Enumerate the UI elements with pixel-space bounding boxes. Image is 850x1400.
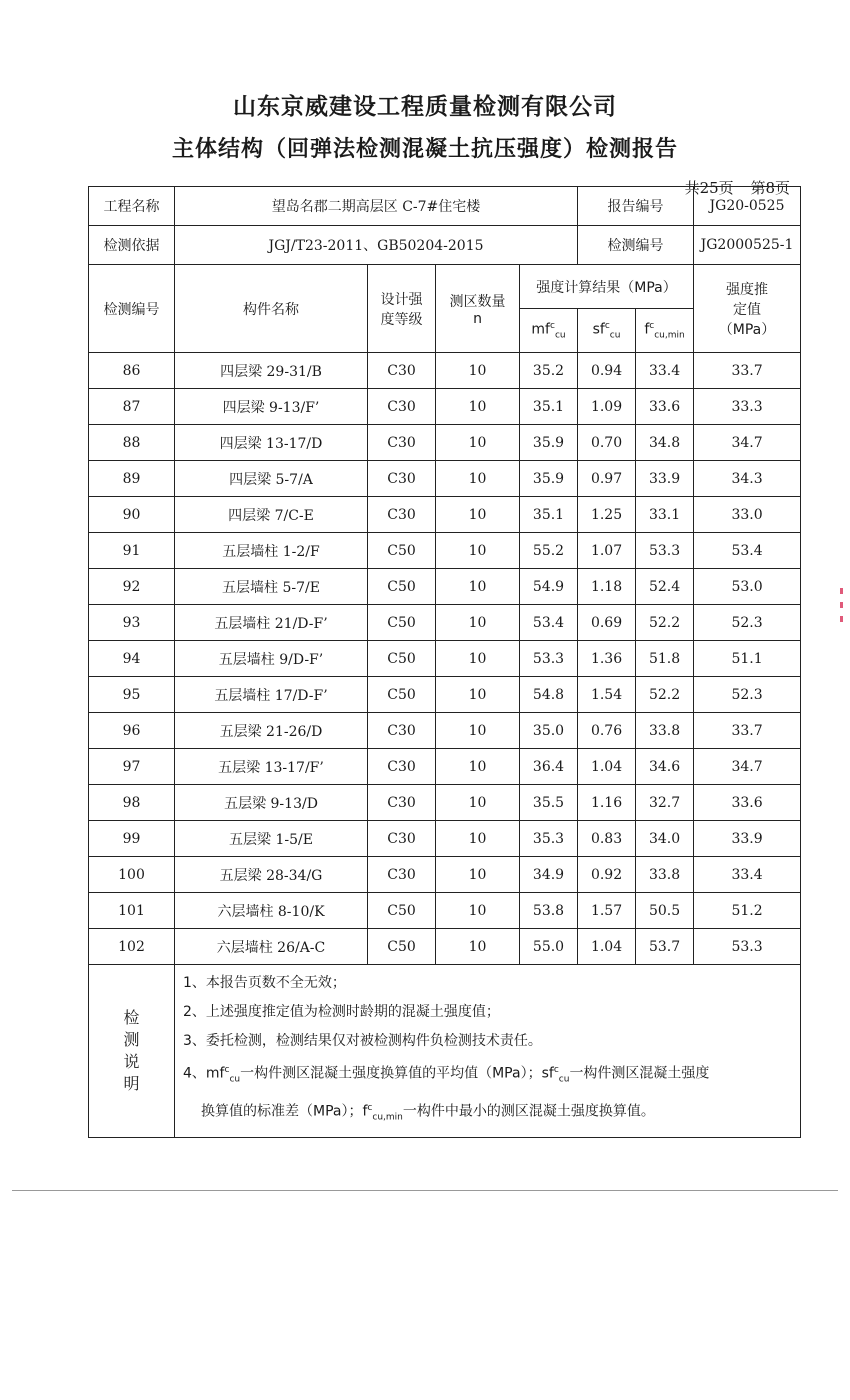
cell-sd: 1.25 <box>578 497 636 533</box>
col-id: 检测编号 <box>89 265 175 353</box>
col-estimate-line2: 定值 <box>733 301 762 318</box>
cell-estimate: 52.3 <box>694 605 801 641</box>
col-count-line1: 测区数量 <box>449 293 506 310</box>
cell-count: 10 <box>436 929 520 965</box>
cell-mean: 35.2 <box>520 353 578 389</box>
cell-component: 五层梁 13-17/F’ <box>175 749 368 785</box>
cell-id: 91 <box>89 533 175 569</box>
notes-label-char: 说 <box>123 1051 140 1071</box>
table-row <box>89 569 801 605</box>
table-row <box>89 713 801 749</box>
cell-mean: 53.4 <box>520 605 578 641</box>
cell-grade: C30 <box>368 425 436 461</box>
cell-min: 33.1 <box>636 497 694 533</box>
cell-estimate: 52.3 <box>694 677 801 713</box>
cell-min: 34.0 <box>636 821 694 857</box>
cell-min: 33.8 <box>636 713 694 749</box>
cell-min: 34.6 <box>636 749 694 785</box>
cell-count: 10 <box>436 389 520 425</box>
cell-sd: 0.97 <box>578 461 636 497</box>
cell-component: 六层墙柱 26/A-C <box>175 929 368 965</box>
col-estimate-line3: （MPa） <box>718 321 776 338</box>
cell-count: 10 <box>436 641 520 677</box>
note-4-continued <box>183 1094 792 1132</box>
cell-mean: 53.3 <box>520 641 578 677</box>
col-sd <box>578 309 636 353</box>
cell-grade: C50 <box>368 641 436 677</box>
cell-min: 34.8 <box>636 425 694 461</box>
cell-sd: 0.69 <box>578 605 636 641</box>
col-sd-text: sf <box>592 321 605 338</box>
cell-estimate: 53.0 <box>694 569 801 605</box>
cell-min: 33.8 <box>636 857 694 893</box>
cell-mean: 35.5 <box>520 785 578 821</box>
notes-label-char: 测 <box>123 1029 140 1049</box>
cell-component: 五层墙柱 5-7/E <box>175 569 368 605</box>
table-row <box>89 785 801 821</box>
cell-estimate: 34.7 <box>694 749 801 785</box>
table-row <box>89 641 801 677</box>
cell-id: 99 <box>89 821 175 857</box>
project-value: 望岛名郡二期高层区 C-7#住宅楼 <box>175 187 578 226</box>
cell-component: 四层梁 7/C-E <box>175 497 368 533</box>
note-4-part-c: 换算值的标准差（MPa）； <box>201 1104 363 1121</box>
cell-id: 98 <box>89 785 175 821</box>
company-name: 山东京威建设工程质量检测有限公司 <box>233 94 617 120</box>
cell-sd: 1.09 <box>578 389 636 425</box>
page-total: 共25页 <box>684 179 734 197</box>
cell-mean: 53.8 <box>520 893 578 929</box>
cell-component: 五层梁 1-5/E <box>175 821 368 857</box>
cell-id: 97 <box>89 749 175 785</box>
cell-mean: 54.9 <box>520 569 578 605</box>
cell-estimate: 33.4 <box>694 857 801 893</box>
cell-count: 10 <box>436 605 520 641</box>
cell-grade: C30 <box>368 857 436 893</box>
col-grade <box>368 265 436 353</box>
col-estimate-line1: 强度推 <box>726 281 769 298</box>
cell-id: 89 <box>89 461 175 497</box>
cell-min: 53.7 <box>636 929 694 965</box>
cell-component: 六层墙柱 8-10/K <box>175 893 368 929</box>
cell-sd: 0.83 <box>578 821 636 857</box>
col-grade-line2: 度等级 <box>380 311 423 328</box>
col-estimate <box>694 265 801 353</box>
note-4-mf-sup: c <box>224 1065 230 1075</box>
cell-count: 10 <box>436 569 520 605</box>
cell-grade: C30 <box>368 821 436 857</box>
cell-estimate: 33.7 <box>694 713 801 749</box>
cell-component: 五层梁 28-34/G <box>175 857 368 893</box>
col-mean <box>520 309 578 353</box>
cell-component: 五层墙柱 1-2/F <box>175 533 368 569</box>
note-4-sf: sf <box>541 1065 554 1082</box>
cell-count: 10 <box>436 497 520 533</box>
cell-count: 10 <box>436 893 520 929</box>
cell-min: 50.5 <box>636 893 694 929</box>
table-row <box>89 353 801 389</box>
cell-sd: 1.04 <box>578 749 636 785</box>
note-4-part-d: 一构件中最小的测区混凝土强度换算值。 <box>402 1104 655 1121</box>
note-4-mf: mf <box>205 1065 225 1082</box>
cell-id: 102 <box>89 929 175 965</box>
cell-grade: C50 <box>368 893 436 929</box>
cell-estimate: 33.7 <box>694 353 801 389</box>
cell-mean: 35.3 <box>520 821 578 857</box>
cell-mean: 35.1 <box>520 497 578 533</box>
cell-sd: 1.04 <box>578 929 636 965</box>
table-row <box>89 389 801 425</box>
cell-count: 10 <box>436 857 520 893</box>
cell-sd: 1.18 <box>578 569 636 605</box>
cell-component: 五层墙柱 21/D-F’ <box>175 605 368 641</box>
cell-min: 33.9 <box>636 461 694 497</box>
edge-mark <box>840 602 843 608</box>
table-row <box>89 821 801 857</box>
report-table <box>88 186 801 1138</box>
page-current: 第8页 <box>750 179 790 197</box>
cell-grade: C50 <box>368 533 436 569</box>
cell-grade: C30 <box>368 749 436 785</box>
note-4-f: f <box>362 1104 368 1121</box>
cell-grade: C30 <box>368 353 436 389</box>
cell-count: 10 <box>436 821 520 857</box>
cell-grade: C50 <box>368 677 436 713</box>
cell-count: 10 <box>436 353 520 389</box>
header-row-basis <box>89 226 801 265</box>
header-row-project <box>89 187 801 226</box>
cell-count: 10 <box>436 785 520 821</box>
cell-mean: 54.8 <box>520 677 578 713</box>
notes-label-char: 明 <box>123 1073 140 1093</box>
table-row <box>89 461 801 497</box>
table-row <box>89 677 801 713</box>
table-row <box>89 857 801 893</box>
table-row <box>89 749 801 785</box>
note-4-part-b: 一构件测区混凝土强度 <box>569 1065 710 1082</box>
cell-min: 52.2 <box>636 605 694 641</box>
cell-component: 五层梁 9-13/D <box>175 785 368 821</box>
cell-id: 101 <box>89 893 175 929</box>
col-min <box>636 309 694 353</box>
cell-sd: 0.76 <box>578 713 636 749</box>
col-count-line2: n <box>473 310 482 327</box>
cell-component: 四层梁 13-17/D <box>175 425 368 461</box>
basis-value: JGJ/T23-2011、GB50204-2015 <box>175 226 578 265</box>
note-1: 1、本报告页数不全无效； <box>183 975 346 991</box>
col-mean-sub: cu <box>554 330 566 341</box>
cell-estimate: 34.3 <box>694 461 801 497</box>
cell-estimate: 33.6 <box>694 785 801 821</box>
col-result-group: 强度计算结果（MPa） <box>520 265 694 309</box>
cell-grade: C50 <box>368 929 436 965</box>
cell-mean: 36.4 <box>520 749 578 785</box>
note-4-sf-sub: cu <box>558 1074 570 1085</box>
report-no-value: JG20-0525 <box>694 187 801 226</box>
col-component: 构件名称 <box>175 265 368 353</box>
cell-grade: C30 <box>368 461 436 497</box>
note-4-prefix: 4、 <box>183 1065 206 1082</box>
cell-sd: 0.94 <box>578 353 636 389</box>
cell-component: 五层墙柱 9/D-F’ <box>175 641 368 677</box>
basis-label: 检测依据 <box>89 226 175 265</box>
cell-min: 32.7 <box>636 785 694 821</box>
cell-estimate: 34.7 <box>694 425 801 461</box>
cell-estimate: 53.3 <box>694 929 801 965</box>
notes-content <box>175 965 801 1138</box>
col-count <box>436 265 520 353</box>
cell-sd: 1.16 <box>578 785 636 821</box>
table-row <box>89 425 801 461</box>
col-min-sub: cu,min <box>654 330 685 341</box>
note-4-mf-sub: cu <box>229 1074 241 1085</box>
cell-sd: 0.92 <box>578 857 636 893</box>
cell-mean: 35.1 <box>520 389 578 425</box>
edge-marks <box>840 580 846 700</box>
cell-component: 四层梁 29-31/B <box>175 353 368 389</box>
cell-id: 92 <box>89 569 175 605</box>
cell-min: 33.4 <box>636 353 694 389</box>
cell-id: 87 <box>89 389 175 425</box>
report-title: 主体结构（回弹法检测混凝土抗压强度）检测报告 <box>171 137 678 162</box>
cell-grade: C30 <box>368 713 436 749</box>
cell-mean: 55.0 <box>520 929 578 965</box>
cell-sd: 1.36 <box>578 641 636 677</box>
cell-mean: 35.0 <box>520 713 578 749</box>
cell-component: 四层梁 9-13/F’ <box>175 389 368 425</box>
edge-mark <box>840 616 843 622</box>
col-grade-line1: 设计强 <box>380 291 423 308</box>
cell-id: 94 <box>89 641 175 677</box>
cell-mean: 35.9 <box>520 461 578 497</box>
cell-count: 10 <box>436 533 520 569</box>
note-4-sf-sup: c <box>553 1065 559 1075</box>
cell-mean: 34.9 <box>520 857 578 893</box>
cell-estimate: 33.3 <box>694 389 801 425</box>
cell-count: 10 <box>436 425 520 461</box>
notes-row <box>89 965 801 1138</box>
cell-estimate: 33.9 <box>694 821 801 857</box>
cell-count: 10 <box>436 713 520 749</box>
test-no-value: JG2000525-1 <box>694 226 801 265</box>
cell-id: 86 <box>89 353 175 389</box>
cell-mean: 35.9 <box>520 425 578 461</box>
col-sd-sup: c <box>604 320 610 331</box>
project-label: 工程名称 <box>89 187 175 226</box>
table-row <box>89 893 801 929</box>
edge-mark <box>840 588 843 594</box>
cell-min: 51.8 <box>636 641 694 677</box>
data-rows <box>89 353 801 965</box>
col-min-text: f <box>644 321 650 338</box>
column-header-row-1 <box>89 265 801 309</box>
cell-component: 五层墙柱 17/D-F’ <box>175 677 368 713</box>
cell-id: 95 <box>89 677 175 713</box>
cell-sd: 1.07 <box>578 533 636 569</box>
note-4-f-sub: cu,min <box>372 1112 403 1123</box>
cell-id: 93 <box>89 605 175 641</box>
note-4 <box>183 1056 792 1094</box>
cell-min: 52.2 <box>636 677 694 713</box>
cell-sd: 0.70 <box>578 425 636 461</box>
table-row <box>89 497 801 533</box>
cell-grade: C50 <box>368 569 436 605</box>
cell-grade: C30 <box>368 785 436 821</box>
test-no-label: 检测编号 <box>578 226 694 265</box>
cell-count: 10 <box>436 461 520 497</box>
cell-min: 52.4 <box>636 569 694 605</box>
cell-estimate: 51.1 <box>694 641 801 677</box>
col-mean-sup: c <box>550 320 555 331</box>
cell-estimate: 51.2 <box>694 893 801 929</box>
cell-id: 90 <box>89 497 175 533</box>
cell-min: 53.3 <box>636 533 694 569</box>
cell-id: 96 <box>89 713 175 749</box>
cell-component: 四层梁 5-7/A <box>175 461 368 497</box>
cell-id: 88 <box>89 425 175 461</box>
cell-component: 五层梁 21-26/D <box>175 713 368 749</box>
cell-grade: C30 <box>368 389 436 425</box>
cell-sd: 1.57 <box>578 893 636 929</box>
cell-mean: 55.2 <box>520 533 578 569</box>
cell-count: 10 <box>436 677 520 713</box>
notes-label-char: 检 <box>123 1007 140 1027</box>
note-3: 3、委托检测，检测结果仅对被检测构件负检测技术责任。 <box>183 1033 542 1049</box>
cell-id: 100 <box>89 857 175 893</box>
note-4-part-a: 一构件测区混凝土强度换算值的平均值（MPa）； <box>240 1065 542 1082</box>
notes-label <box>89 965 175 1138</box>
table-row <box>89 605 801 641</box>
report-no-label: 报告编号 <box>578 187 694 226</box>
cell-estimate: 53.4 <box>694 533 801 569</box>
cell-sd: 1.54 <box>578 677 636 713</box>
cell-min: 33.6 <box>636 389 694 425</box>
col-min-sup: c <box>649 320 655 331</box>
note-2: 2、上述强度推定值为检测时龄期的混凝土强度值； <box>183 1004 500 1020</box>
cell-count: 10 <box>436 749 520 785</box>
table-row <box>89 533 801 569</box>
note-4-f-sup: c <box>367 1103 373 1114</box>
page-bottom-line <box>12 1190 838 1191</box>
col-mean-text: mf <box>531 321 550 338</box>
col-sd-sub: cu <box>609 330 621 341</box>
cell-grade: C30 <box>368 497 436 533</box>
cell-grade: C50 <box>368 605 436 641</box>
table-row <box>89 929 801 965</box>
cell-estimate: 33.0 <box>694 497 801 533</box>
